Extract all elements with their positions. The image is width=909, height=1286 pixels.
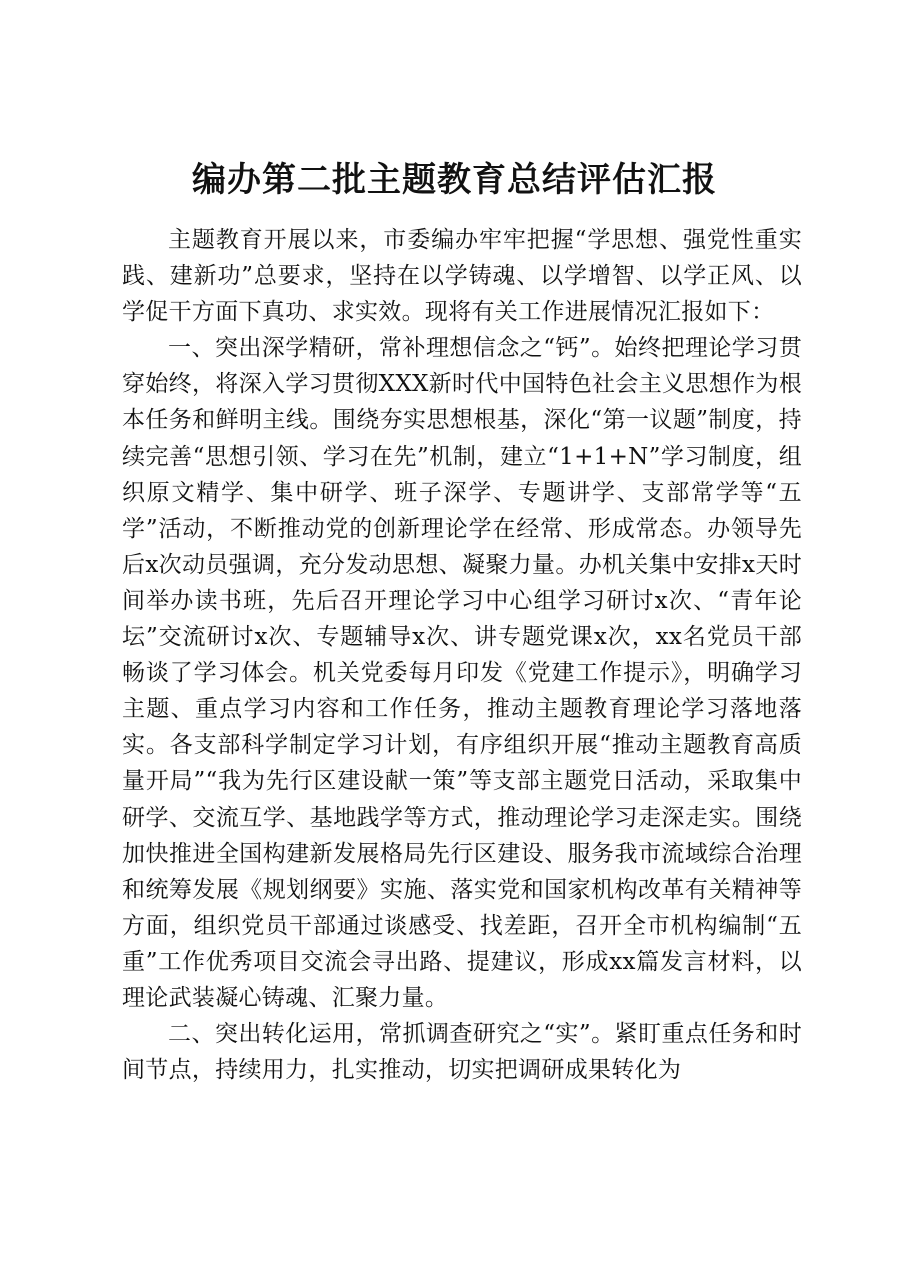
paragraph-intro: 主题教育开展以来，市委编办牢牢把握“学思想、强党性重实践、建新功”总要求，坚持在以学铸魂、以学增智、以学正风、以学促干方面下真功、求实效。现将有关工作进展情况汇报如下： [122, 227, 802, 326]
document-body [122, 222, 802, 1088]
paragraph-section-two: 二、突出转化运用，常抓调查研究之“实”。紧盯重点任务和时间节点，持续用力，扎实推动，切实把调研成果转化为 [122, 1021, 802, 1084]
document-title: 编办第二批主题教育总结评估汇报 [192, 160, 717, 200]
paragraph-section-one: 一、突出深学精研，常补理想信念之“钙”。始终把理论学习贯穿始终，将深入学习贯彻XXX新时代中国特色社会主义思想作为根本任务和鲜明主线。围绕夯实思想根基，深化“第一议题”制度，持续完善“思想引领、学习在先”机制，建立“1+1+N”学习制度，组织原文精学、集中研学、班子深学、专题讲学、支部常学等“五学”活动，不断推动党的创新理论学在经常、形成常态。办领导先后x次动员强调，充分发动思想、凝聚力量。办机关集中安排x天时间举办读书班，先后召开理论学习中心组学习研讨x次、“青年论坛”交流研讨x次、专题辅导x次、讲专题党课x次，xx名党员干部畅谈了学习体会。机关党委每月印发《党建工作提示》，明确学习主题、重点学习内容和工作任务，推动主题教育理论学习落地落实。各支部科学制定学习计划，有序组织开展“推动主题教育高质量开局”“我为先行区建设献一策”等支部主题党日活动，采取集中研学、交流互学、基地践学等方式，推动理论学习走深走实。围绕加快推进全国构建新发展格局先行区建设、服务我市流域综合治理和统筹发展《规划纲要》实施、落实党和国家机构改革有关精神等方面，组织党员干部通过谈感受、找差距，召开全市机构编制“五重”工作优秀项目交流会寻出路、提建议，形成xx篇发言材料，以理论武装凝心铸魂、汇聚力量。 [122, 335, 802, 1011]
